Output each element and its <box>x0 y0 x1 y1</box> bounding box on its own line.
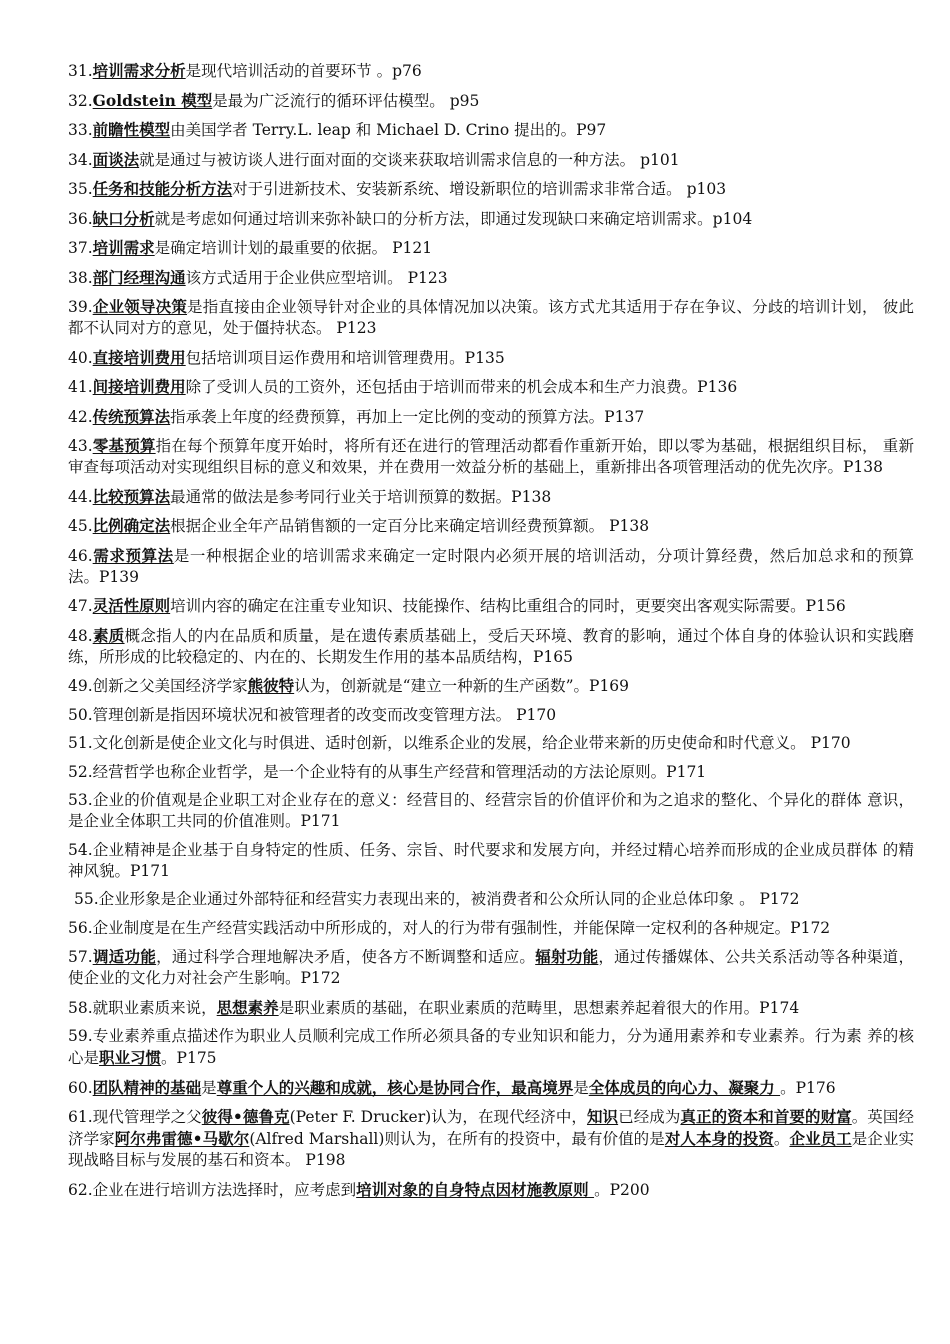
item-text: 42. <box>68 407 93 426</box>
item-text: 已经成为 <box>618 1108 681 1126</box>
key-term: 素质 <box>92 625 125 645</box>
item-text: 是一种根据企业的培训需求来确定一定时限内必须开展的培训活动，分项计算经费，然后加总求和的预算法。P139 <box>68 546 914 586</box>
item-text: 是企业实现战略目标与发展的基石和资本。 P198 <box>68 1130 914 1169</box>
list-item <box>68 376 914 398</box>
item-text: 59.专业素养重点描述作为职业人员顺利完成工作所必须具备的专业知识和能力，分为通用素养和专业素养。行为素 养的核心是 <box>68 1027 914 1067</box>
key-term: 培训需求分析 <box>92 61 186 80</box>
list-item <box>68 1106 914 1171</box>
key-term: 彼得•德鲁克 <box>201 1107 290 1126</box>
key-term: 缺口分析 <box>92 208 155 228</box>
key-term: 调适功能 <box>92 947 157 966</box>
item-text: 50.管理创新是指因环境状况和被管理者的改变而改变管理方法。 P170 <box>68 705 557 724</box>
item-text: 是 <box>201 1078 217 1097</box>
item-text: 认为，创新就是“建立一种新的生产函数”。P169 <box>294 677 630 695</box>
list-item <box>68 762 914 783</box>
list-item <box>68 1179 914 1201</box>
item-text: 指在每个预算年度开始时，将所有还在进行的管理活动都看作重新开始，即以零为基础，根据组织目标， 重新审查每项活动对实现组织目标的意义和效果，并在费用一效益分析的基础上，重新排出各项管理活动的优先次序。P138 <box>68 437 914 476</box>
item-text: 是 <box>573 1078 589 1097</box>
item-text: 对于引进新技术、安装新系统、增设新职位的培训需求非常合适。 p103 <box>232 180 727 198</box>
list-item <box>68 705 914 726</box>
item-text: 54.企业精神是企业基于自身特定的性质、任务、宗旨、时代要求和发展方向，并经过精心培养而形成的企业成员群体 的精神风貌。P171 <box>68 840 914 880</box>
key-term: 辐射功能 <box>535 947 599 966</box>
item-text: 35. <box>68 180 93 198</box>
list-item <box>68 435 914 478</box>
item-text: 48. <box>68 626 93 645</box>
list-item <box>68 208 914 230</box>
list-item <box>68 1077 914 1099</box>
key-term: 部门经理沟通 <box>92 267 186 287</box>
item-text: 根据企业全年产品销售额的一定百分比来确定培训经费预算额。 P138 <box>170 517 650 535</box>
list-item <box>68 997 914 1019</box>
list-item <box>68 347 914 369</box>
list-item <box>68 918 914 939</box>
key-term: 熊彼特 <box>247 676 295 695</box>
key-term: 比较预算法 <box>92 486 171 506</box>
item-text: 由美国学者 Terry.L. leap 和 Michael D. Crino 提出的。P97 <box>170 121 607 139</box>
key-term: 企业领导决策 <box>92 297 188 316</box>
item-text: 是确定培训计划的最重要的依据。 P121 <box>154 239 433 257</box>
item-text: 60. <box>68 1078 93 1097</box>
item-text: 32. <box>68 91 93 110</box>
item-text: 除了受训人员的工资外，还包括由于培训而带来的机会成本和生产力浪费。P136 <box>185 378 738 396</box>
list-item <box>68 486 914 508</box>
key-term: 真正的资本和首要的财富 <box>680 1107 852 1126</box>
item-text: 概念指人的内在品质和质量，是在遗传素质基础上，受后天环境、教育的影响，通过个体自身的体验认识和实践磨练，所形成的比较稳定的、内在的、长期发生作用的基本品质结构，P165 <box>68 626 914 666</box>
key-term: 培训需求 <box>92 238 155 257</box>
list-item <box>68 840 914 882</box>
list-item <box>68 1026 914 1069</box>
item-text: 是职业素质的基础，在职业素质的范畴里，思想素养起着很大的作用。P174 <box>278 998 800 1017</box>
list-item <box>68 790 914 832</box>
item-text: 培训内容的确定在注重专业知识、技能操作、结构比重组合的同时，更要突出客观实际需要。P156 <box>170 597 846 615</box>
key-term: 传统预算法 <box>92 406 171 426</box>
key-term: 比例确定法 <box>92 516 171 535</box>
item-text: 47. <box>68 597 93 615</box>
item-text: 41. <box>68 378 93 396</box>
list-item <box>68 515 914 537</box>
key-term: 直接培训费用 <box>92 347 186 367</box>
key-term: 任务和技能分析方法 <box>92 179 233 198</box>
item-text: ，通过传播媒体、公共关系活动等各种渠道，使企业的文化力对社会产生影响。P172 <box>68 948 914 987</box>
key-term: 企业员工 <box>789 1129 852 1148</box>
item-text: 62.企业在进行培训方法选择时，应考虑到 <box>68 1180 357 1199</box>
key-term: 间接培训费用 <box>92 377 186 396</box>
key-term: 阿尔弗雷德•马歇尔 <box>114 1129 250 1148</box>
document-body <box>68 60 914 1208</box>
list-item <box>68 237 914 259</box>
item-text: 。P200 <box>594 1180 650 1199</box>
item-text: 44. <box>68 487 93 506</box>
list-item <box>68 675 914 697</box>
item-text: ，通过科学合理地解决矛盾，使各方不断调整和适应。 <box>156 948 536 966</box>
item-text: 就是通过与被访谈人进行面对面的交谈来获取培训需求信息的一种方法。 p101 <box>139 150 680 169</box>
list-item <box>68 733 914 754</box>
list-item <box>68 545 914 588</box>
list-item <box>68 296 914 339</box>
key-term: 尊重个人的兴趣和成就，核心是协同合作，最高境界 <box>216 1077 574 1097</box>
item-text: 37. <box>68 239 93 257</box>
list-item <box>68 946 914 989</box>
key-term: 培训对象的自身特点因材施教原则 <box>356 1179 595 1199</box>
key-term: 零基预算 <box>92 436 156 455</box>
item-text: 就是考虑如何通过培训来弥补缺口的分析方法，即通过发现缺口来确定培训需求。p104 <box>154 209 753 228</box>
list-item <box>68 149 914 171</box>
item-text: 55.企业形象是企业通过外部特征和经营实力表现出来的，被消费者和公众所认同的企业总体印象 。 P172 <box>74 890 800 908</box>
key-term: 全体成员的向心力、凝聚力 <box>588 1077 781 1097</box>
key-term: 知识 <box>586 1107 619 1126</box>
item-text: 。英国经济学家 <box>68 1108 914 1148</box>
item-text: 58.就职业素质来说， <box>68 998 217 1017</box>
item-text: 45. <box>68 517 93 535</box>
list-item <box>68 119 914 141</box>
key-term: 思想素养 <box>216 997 279 1017</box>
list-item <box>68 889 914 910</box>
item-text: 31. <box>68 62 93 80</box>
key-term: 团队精神的基础 <box>92 1077 202 1097</box>
item-text: 最通常的做法是参考同行业关于培训预算的数据。P138 <box>170 487 552 506</box>
item-text: 43. <box>68 437 93 455</box>
item-text: 包括培训项目运作费用和培训管理费用。P135 <box>185 348 505 367</box>
item-text: 是指直接由企业领导针对企业的具体情况加以决策。该方式尤其适用于存在争议、分歧的培训计划， 彼此都不认同对方的意见，处于僵持状态。 P123 <box>68 298 914 337</box>
item-text: 是最为广泛流行的循环评估模型。 p95 <box>212 91 480 110</box>
item-text: 是现代培训活动的首要环节 。p76 <box>185 62 422 80</box>
key-term: Goldstein 模型 <box>92 90 213 110</box>
list-item <box>68 90 914 112</box>
item-text: (Peter F. Drucker)认为，在现代经济中， <box>289 1108 587 1126</box>
item-text: 38. <box>68 268 93 287</box>
list-item <box>68 406 914 428</box>
key-term: 需求预算法 <box>92 545 174 565</box>
list-item <box>68 595 914 617</box>
item-text: 61.现代管理学之父 <box>68 1108 202 1126</box>
item-text: 36. <box>68 209 93 228</box>
key-term: 对人本身的投资 <box>664 1129 774 1148</box>
item-text: 40. <box>68 348 93 367</box>
item-text: 39. <box>68 298 93 316</box>
item-text: 52.经营哲学也称企业哲学，是一个企业特有的从事生产经营和管理活动的方法论原则。P171 <box>68 762 707 781</box>
list-item <box>68 178 914 200</box>
item-text: 46. <box>68 546 93 565</box>
item-text: 该方式适用于企业供应型培训。 P123 <box>185 268 448 287</box>
key-term: 职业习惯 <box>99 1048 162 1067</box>
key-term: 灵活性原则 <box>92 596 171 615</box>
item-text: 。P175 <box>161 1049 217 1067</box>
key-term: 面谈法 <box>92 149 140 169</box>
item-text: 33. <box>68 121 93 139</box>
item-text: 53.企业的价值观是企业职工对企业存在的意义：经营目的、经营宗旨的价值评价和为之追求的整化、个异化的群体 意识，是企业全体职工共同的价值准则。P171 <box>68 791 914 830</box>
item-text: 指承袭上年度的经费预算，再加上一定比例的变动的预算方法。P137 <box>170 407 645 426</box>
list-item <box>68 60 914 82</box>
item-text: 。P176 <box>780 1078 836 1097</box>
item-text: 49.创新之父美国经济学家 <box>68 677 248 695</box>
item-text: 57. <box>68 948 93 966</box>
item-text: 51.文化创新是使企业文化与时俱进、适时创新，以维系企业的发展，给企业带来新的历史使命和时代意义。 P170 <box>68 734 851 752</box>
item-text: 。 <box>773 1130 790 1148</box>
item-text: 34. <box>68 150 93 169</box>
item-text: (Alfred Marshall)则认为，在所有的投资中，最有价值的是 <box>249 1130 665 1148</box>
key-term: 前瞻性模型 <box>92 120 171 139</box>
list-item <box>68 625 914 668</box>
list-item <box>68 267 914 289</box>
item-text: 56.企业制度是在生产经营实践活动中所形成的，对人的行为带有强制性，并能保障一定权利的各种规定。P172 <box>68 918 831 937</box>
